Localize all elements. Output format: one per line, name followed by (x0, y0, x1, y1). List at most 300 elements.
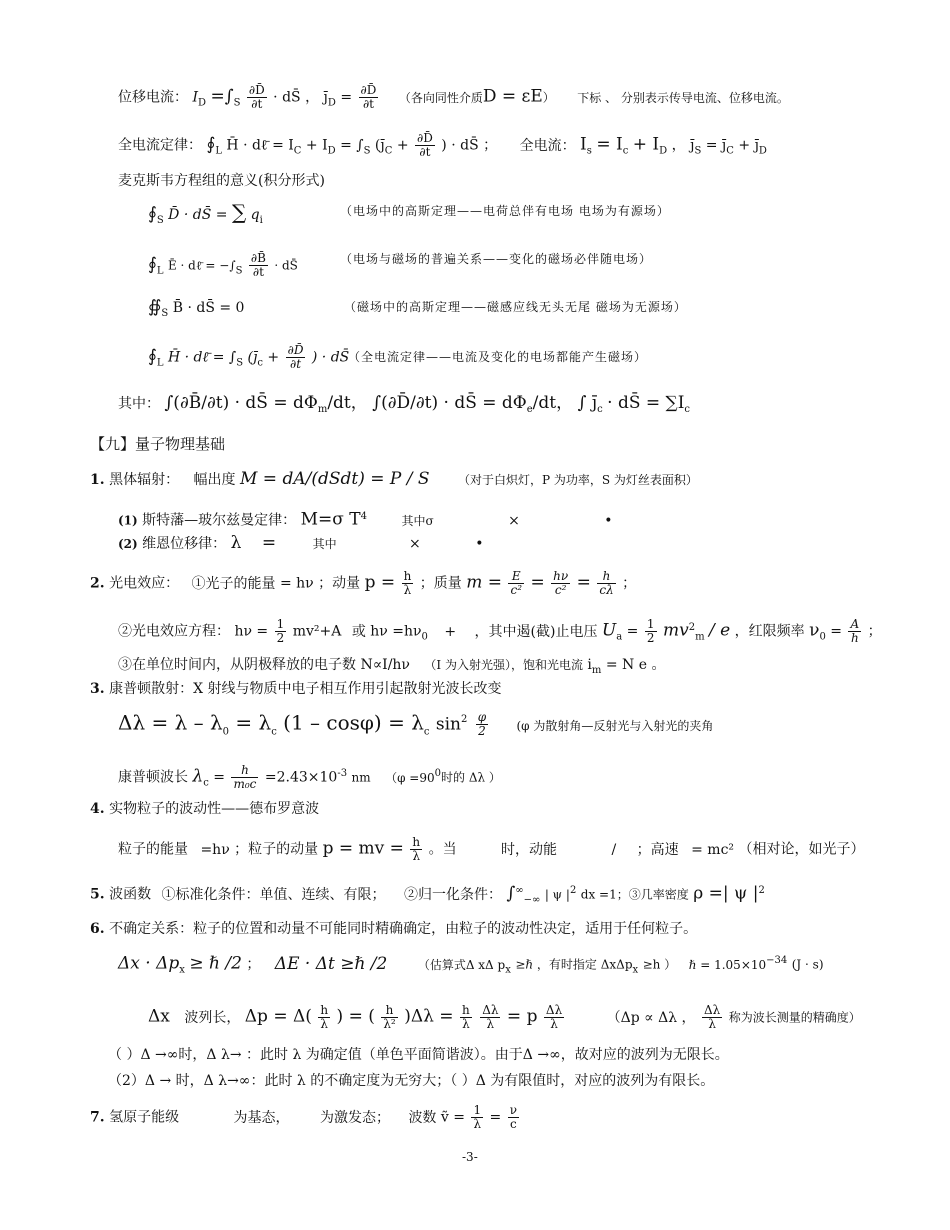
formula: ) · dS̄ (311, 349, 350, 366)
item-2-electrons (118, 656, 665, 680)
superscript: −34 (766, 955, 788, 966)
label: 全电流： (519, 137, 576, 154)
formula: =2.43×10 (264, 769, 338, 786)
subscript: S (694, 145, 702, 157)
symbol: Δx (148, 1006, 170, 1027)
fraction (848, 618, 861, 645)
label: ②归一化条件： (403, 886, 502, 903)
label: ；粒子的动量 (234, 841, 319, 858)
fraction (508, 570, 524, 597)
numerator: h (320, 1003, 329, 1017)
formula: sin (435, 714, 461, 735)
symbol: = (530, 572, 545, 593)
text: 实物粒子的波动性——德布罗意波 (109, 801, 320, 817)
denominator: ∂t (419, 145, 431, 159)
subscript: c (684, 403, 691, 415)
maxwell-eq-2 (148, 252, 298, 280)
formula: D = εE (482, 86, 543, 107)
formula: (1 – cosφ) = λ (283, 710, 424, 735)
numerator: h (403, 569, 412, 583)
symbol: =∫ (210, 86, 234, 107)
note: ≥ℏ ，有时指定 ΔxΔp (515, 957, 633, 972)
label: ②光电效应方程： (118, 623, 230, 640)
fraction (286, 344, 306, 371)
label: 光电效应： (109, 575, 180, 592)
symbol: • (475, 536, 484, 552)
subscript: D (758, 145, 767, 157)
denominator: λ (708, 1017, 716, 1031)
superscript: 2 (688, 621, 696, 633)
numerator: ν (509, 1103, 518, 1117)
symbol: j̄ (323, 89, 328, 106)
item-1 (90, 470, 698, 489)
symbol: I (192, 89, 198, 106)
symbol: = (213, 769, 226, 786)
label: 波列长， (184, 1009, 241, 1026)
item-number: 4. (90, 801, 105, 817)
note: 下标 、 分别表示传导电流、位移电流。 (577, 90, 789, 105)
formula: = N e 。 (605, 657, 666, 673)
denominator: λ (462, 1017, 470, 1031)
note: （φ =90 (385, 770, 435, 785)
numerator: 1 (646, 617, 655, 631)
symbol: ∮ (148, 254, 157, 275)
superscript: ∞ (515, 885, 524, 896)
item-2 (90, 570, 636, 597)
formula: ∫(∂B̄/∂t) · dS̄ = dΦ (164, 393, 318, 413)
fraction (249, 252, 268, 279)
symbol: = (830, 623, 843, 640)
subscript: m (695, 631, 705, 643)
numerator: 1 (473, 1103, 482, 1117)
numerator: ∂D̄ (417, 131, 433, 145)
formula: | ψ | (544, 887, 570, 902)
numerator: 1 (276, 617, 285, 631)
formula: = λ (235, 710, 272, 735)
label: 黑体辐射： (109, 472, 180, 488)
formula: H̄ · dℓ̄ = ∫ (167, 349, 237, 366)
symbol: q (250, 207, 260, 223)
superscript: 0 (434, 767, 441, 779)
maxwell-eq-3 (148, 298, 244, 323)
numerator: ∂D̄ (248, 83, 265, 97)
fraction (480, 1004, 500, 1031)
formula: m = (466, 572, 503, 593)
subscript: m (591, 664, 602, 676)
text: ③在单位时间内，从阴极释放的电子数 N∝I/hν (118, 657, 410, 673)
label: 位移电流： (118, 89, 188, 106)
subscript: c (423, 726, 430, 738)
subscript: D (327, 145, 336, 157)
denominator: cλ (599, 583, 614, 597)
fraction (247, 84, 267, 111)
numerator: h (412, 835, 421, 849)
denominator: 2 (478, 723, 486, 738)
fraction (460, 1004, 472, 1031)
fraction (702, 1004, 722, 1031)
fraction (551, 570, 570, 597)
symbol: • (604, 512, 613, 529)
wavetrain-case-1: （ ）Δ →∞时，Δ λ→ ：此时 λ 为确定值（单色平面简谐波）。由于Δ →∞，故对应的波列为无限长。 (108, 1047, 729, 1063)
formula: /dt， (532, 393, 574, 413)
label: 全电流定律： (118, 137, 202, 154)
subscript: S (363, 145, 371, 157)
label: 。当 (428, 841, 457, 858)
maxwell-eq-4 (148, 344, 349, 372)
note: (φ 为散射角—反射光与入射光的夹角 (516, 718, 714, 733)
fraction (318, 1004, 330, 1031)
symbol: = (489, 1109, 502, 1126)
text: （I 为入射光强），饱和光电流 (424, 658, 583, 672)
label: 时，动能 (501, 841, 558, 858)
sub-number: (1) (118, 513, 138, 528)
symbol: = (576, 572, 591, 593)
superscript: 4 (360, 511, 367, 522)
denominator: h (850, 631, 859, 645)
formula: p = mv = (322, 838, 404, 859)
symbol: + I (305, 137, 328, 154)
note: ≥h ） (642, 957, 677, 972)
numerator: Δλ (703, 1003, 721, 1017)
formula: ṽ = (440, 1109, 465, 1126)
fraction (508, 1104, 519, 1131)
formula: ∫ j̄ (577, 393, 598, 413)
symbol: ∯ (148, 297, 162, 317)
fraction (381, 1004, 397, 1031)
symbol: · dS̄ ， (273, 89, 320, 106)
symbol: / (611, 841, 617, 858)
denominator: λ (412, 849, 421, 863)
subscript: 0 (222, 726, 230, 738)
subscript: S (161, 307, 169, 319)
label: ；动量 (318, 575, 361, 592)
subscript: D (659, 145, 668, 157)
symbol: ν (809, 620, 820, 641)
denominator: m₀c (233, 777, 257, 791)
item-number: 5. (90, 886, 105, 903)
subscript: x (632, 964, 639, 976)
formula: )Δλ = (404, 1006, 454, 1027)
formula: ρ =| ψ | (693, 883, 759, 904)
symbol: + (396, 137, 409, 154)
note: （对于白炽灯，P 为功率，S 为灯丝表面积） (457, 473, 698, 487)
fraction (359, 84, 379, 111)
symbol: ； (622, 575, 637, 592)
fraction (471, 1104, 483, 1131)
item-number: 3. (90, 681, 105, 697)
numerator: φ (477, 709, 487, 724)
label: ，红限频率 (734, 623, 805, 640)
fraction (275, 618, 287, 645)
maxwell-eq-1 (148, 200, 263, 230)
formula: Δx · Δp (118, 953, 180, 974)
formula: · dS̄ = ∑I (607, 393, 685, 413)
section-title: 【九】量子物理基础 (90, 435, 226, 453)
denominator: c (510, 1117, 517, 1131)
formula: /dt， (327, 393, 368, 413)
formula: ΔE · Δt ≥ℏ /2 (274, 953, 388, 974)
symbol: j̄ (690, 137, 695, 154)
subscript: S (236, 357, 244, 369)
item-2-equation (118, 618, 882, 646)
maxwell-heading: 麦克斯韦方程组的意义(积分形式) (118, 173, 325, 189)
symbol: + (444, 623, 457, 640)
item-number: 6. (90, 921, 105, 937)
item-number: 1. (90, 472, 105, 488)
symbol: (j̄ (247, 349, 258, 366)
subscript: 0 (819, 631, 826, 643)
subscript: c (597, 403, 603, 415)
subscript: L (215, 145, 222, 157)
formula: Δp = Δ( (244, 1006, 312, 1027)
subscript: −∞ (523, 894, 541, 906)
label: 波数 (408, 1109, 437, 1126)
formula: Δλ = λ – λ (118, 710, 223, 735)
maxwell-eq-2-note: （电场与磁场的普遍关系——变化的磁场必伴随电场） (340, 252, 653, 266)
page-number: -3- (462, 1150, 478, 1164)
uncertainty-formulas (118, 952, 824, 979)
formula: / e (709, 620, 731, 641)
denominator: λ (403, 583, 412, 597)
label: 维恩位移律： (142, 536, 227, 552)
note: 称为波长测量的精确度） (728, 1010, 861, 1025)
superscript: -3 (337, 767, 348, 779)
symbol: ∮ (148, 346, 157, 367)
subscript: a (616, 631, 623, 643)
subscript: C (384, 145, 393, 157)
numerator: Δλ (482, 1003, 499, 1017)
numerator: h (462, 1003, 470, 1017)
fraction (402, 570, 414, 597)
numerator: h (597, 570, 615, 584)
symbol: ∮ (148, 204, 157, 224)
symbol: = ∫ (340, 137, 364, 154)
formula: mv²+A (292, 623, 342, 640)
label: 为基态， (233, 1109, 290, 1126)
numerator: h (381, 1004, 397, 1018)
formula: = mc² (691, 841, 735, 858)
symbol: ； (867, 623, 882, 640)
subscript: 0 (421, 631, 428, 643)
numerator: ∂B̄ (250, 251, 266, 265)
symbol: + j̄ (738, 137, 759, 154)
symbol: ) · dS̄ ； (441, 137, 498, 154)
item-1-2 (118, 534, 483, 553)
label: ①光子的能量 (191, 575, 276, 592)
denominator: c² (510, 583, 522, 597)
item-6 (90, 920, 697, 938)
label: 其中σ (401, 513, 434, 528)
symbol: λ (192, 766, 204, 787)
denominator: 2 (646, 631, 655, 645)
label: ，其中遏(截)止电压 (474, 623, 598, 640)
symbol: + I (632, 134, 660, 155)
denominator: ∂t (251, 97, 263, 111)
symbol: U (601, 620, 617, 641)
fraction (597, 570, 615, 597)
fraction (415, 132, 435, 159)
formula: =hν (200, 841, 230, 858)
subscript: C (726, 145, 734, 157)
note: （Δp ∝ Δλ ， (606, 1009, 696, 1026)
denominator: λ (550, 1017, 558, 1031)
label: 其中： (118, 396, 160, 412)
formula: p = (364, 572, 396, 593)
compton-formula (118, 708, 713, 745)
formula: ∫(∂D̄/∂t) · dS̄ = dΦ (372, 393, 527, 413)
numerator: ∂D̄ (360, 83, 377, 97)
subscript: m (317, 403, 328, 415)
subscript: S (235, 265, 243, 277)
displacement-current-line (118, 84, 789, 112)
symbol: H̄ · dℓ̄ = I (226, 137, 294, 154)
formula: · dS̄ (274, 258, 298, 273)
denominator: ∂t (362, 97, 374, 111)
subscript: x (179, 964, 185, 976)
fraction (410, 836, 422, 863)
subscript: i (259, 214, 263, 226)
formula: dx =1；③几率密度 (580, 887, 689, 902)
subscript: L (156, 357, 164, 369)
numerator: hν (553, 569, 569, 583)
fraction (544, 1004, 564, 1031)
subscript: c (271, 726, 277, 738)
item-1-1 (118, 508, 613, 530)
subscript: S (233, 97, 241, 109)
subscript: x (505, 964, 511, 976)
subscript: c (203, 777, 209, 789)
unit: nm (351, 770, 371, 785)
formula: M=σ T (300, 509, 361, 530)
fraction (645, 618, 657, 645)
symbol: ∑ (231, 200, 247, 224)
label: 或 (351, 623, 366, 640)
item-7 (90, 1104, 521, 1131)
note: ） (542, 90, 555, 105)
denominator: λ (473, 1117, 482, 1131)
subscript: L (156, 265, 164, 277)
symbol: mv (662, 620, 689, 641)
label: 为激发态； (319, 1109, 390, 1126)
sub-number: (2) (118, 537, 138, 551)
symbol: I (580, 134, 587, 155)
label: 康普顿波长 (118, 769, 188, 786)
subscript: c (257, 357, 263, 369)
symbol: = (340, 89, 353, 106)
note: （估算式Δ xΔ p (417, 957, 506, 972)
numerator: E (508, 570, 524, 584)
numerator: ∂D̄ (287, 343, 304, 357)
note: （相对论，如光子） (738, 841, 865, 858)
subscript: c (622, 145, 629, 157)
formula: ) = ( (336, 1006, 375, 1027)
symbol: = I (596, 134, 623, 155)
item-number: 7. (90, 1109, 105, 1126)
item-4-energy (118, 836, 864, 863)
symbol: ∫ (506, 883, 516, 904)
formula: hν = (234, 623, 269, 640)
formula: = hν (279, 575, 314, 592)
label: 斯特藩—玻尔兹曼定律： (142, 512, 297, 529)
label: 氢原子能级 (109, 1109, 180, 1126)
denominator: ∂t (290, 357, 302, 371)
subscript: S (156, 214, 164, 226)
subscript: s (586, 145, 592, 157)
denominator: λ² (383, 1017, 396, 1031)
note: 时的 Δλ ） (441, 770, 501, 785)
item-3 (90, 680, 502, 698)
label: ；质量 (419, 575, 462, 592)
maxwell-eq-3-note: （磁场中的高斯定理——磁感应线无头无尾 磁场为无源场） (344, 300, 687, 314)
symbol: = j̄ (705, 137, 727, 154)
formula: = p (506, 1006, 538, 1027)
superscript: 2 (460, 714, 468, 725)
item-4 (90, 800, 319, 818)
symbol: × (409, 536, 421, 552)
numerator: h (231, 764, 258, 778)
subscript: C (293, 145, 302, 157)
formula: hν =hν (370, 623, 422, 640)
formula: ≥ ℏ /2 (189, 953, 242, 974)
label: ；高速 (636, 841, 679, 858)
note: （各向同性介质 (398, 90, 483, 105)
denominator: c² (554, 583, 567, 597)
label: 粒子的能量 (118, 841, 188, 858)
symbol: = (626, 623, 639, 640)
symbol: = (261, 533, 277, 553)
subscript: e (526, 403, 533, 415)
symbol: + (267, 349, 280, 366)
where-line (118, 394, 690, 419)
label: 幅出度 (193, 472, 236, 488)
unit: (J · s) (791, 957, 824, 972)
item-number: 2. (90, 575, 105, 592)
denominator: 2 (276, 631, 285, 645)
subscript: D (327, 97, 336, 109)
item-5 (90, 882, 765, 909)
superscript: 2 (569, 885, 577, 896)
numerator: A (850, 617, 860, 631)
label: 其中 (312, 537, 337, 551)
wavetrain-line (148, 1004, 861, 1031)
compton-wavelength (118, 764, 501, 792)
maxwell-eq-4-note: （全电流定律——电流及变化的电场都能产生磁场） (348, 350, 648, 364)
fraction (476, 711, 488, 738)
denominator: ∂t (252, 265, 264, 279)
wavetrain-case-2: （2）Δ → 时，Δ λ→∞：此时 λ 的不确定度为无穷大；（ ）Δ 为有限值时，对应的波列为有限长。 (108, 1073, 715, 1089)
superscript: 2 (758, 885, 765, 896)
denominator: λ (486, 1017, 495, 1031)
formula: ℏ = 1.05×10 (688, 957, 767, 972)
formula: D̄ · dS̄ = (168, 207, 228, 223)
symbol: × (508, 512, 520, 529)
symbol: λ (230, 533, 242, 553)
formula: M = dA/(dSdt) = P / S (239, 469, 430, 489)
symbol: i (587, 657, 592, 673)
formula: B̄ · dS̄ = 0 (172, 300, 245, 316)
total-current-line (118, 132, 767, 160)
formula: Ē · dℓ̄ = −∫ (167, 258, 236, 273)
numerator: Δλ (545, 1003, 563, 1017)
maxwell-eq-1-note: （电场中的高斯定理——电荷总伴有电场 电场为有源场） (340, 204, 670, 218)
symbol: (j̄ (374, 137, 385, 154)
subscript: D (197, 97, 207, 109)
symbol: ∮ (206, 134, 216, 155)
denominator: λ (320, 1017, 329, 1031)
symbol: ， (671, 137, 686, 154)
fraction (231, 764, 258, 791)
text: 康普顿散射：X 射线与物质中电子相互作用引起散射光波长改变 (109, 681, 502, 697)
